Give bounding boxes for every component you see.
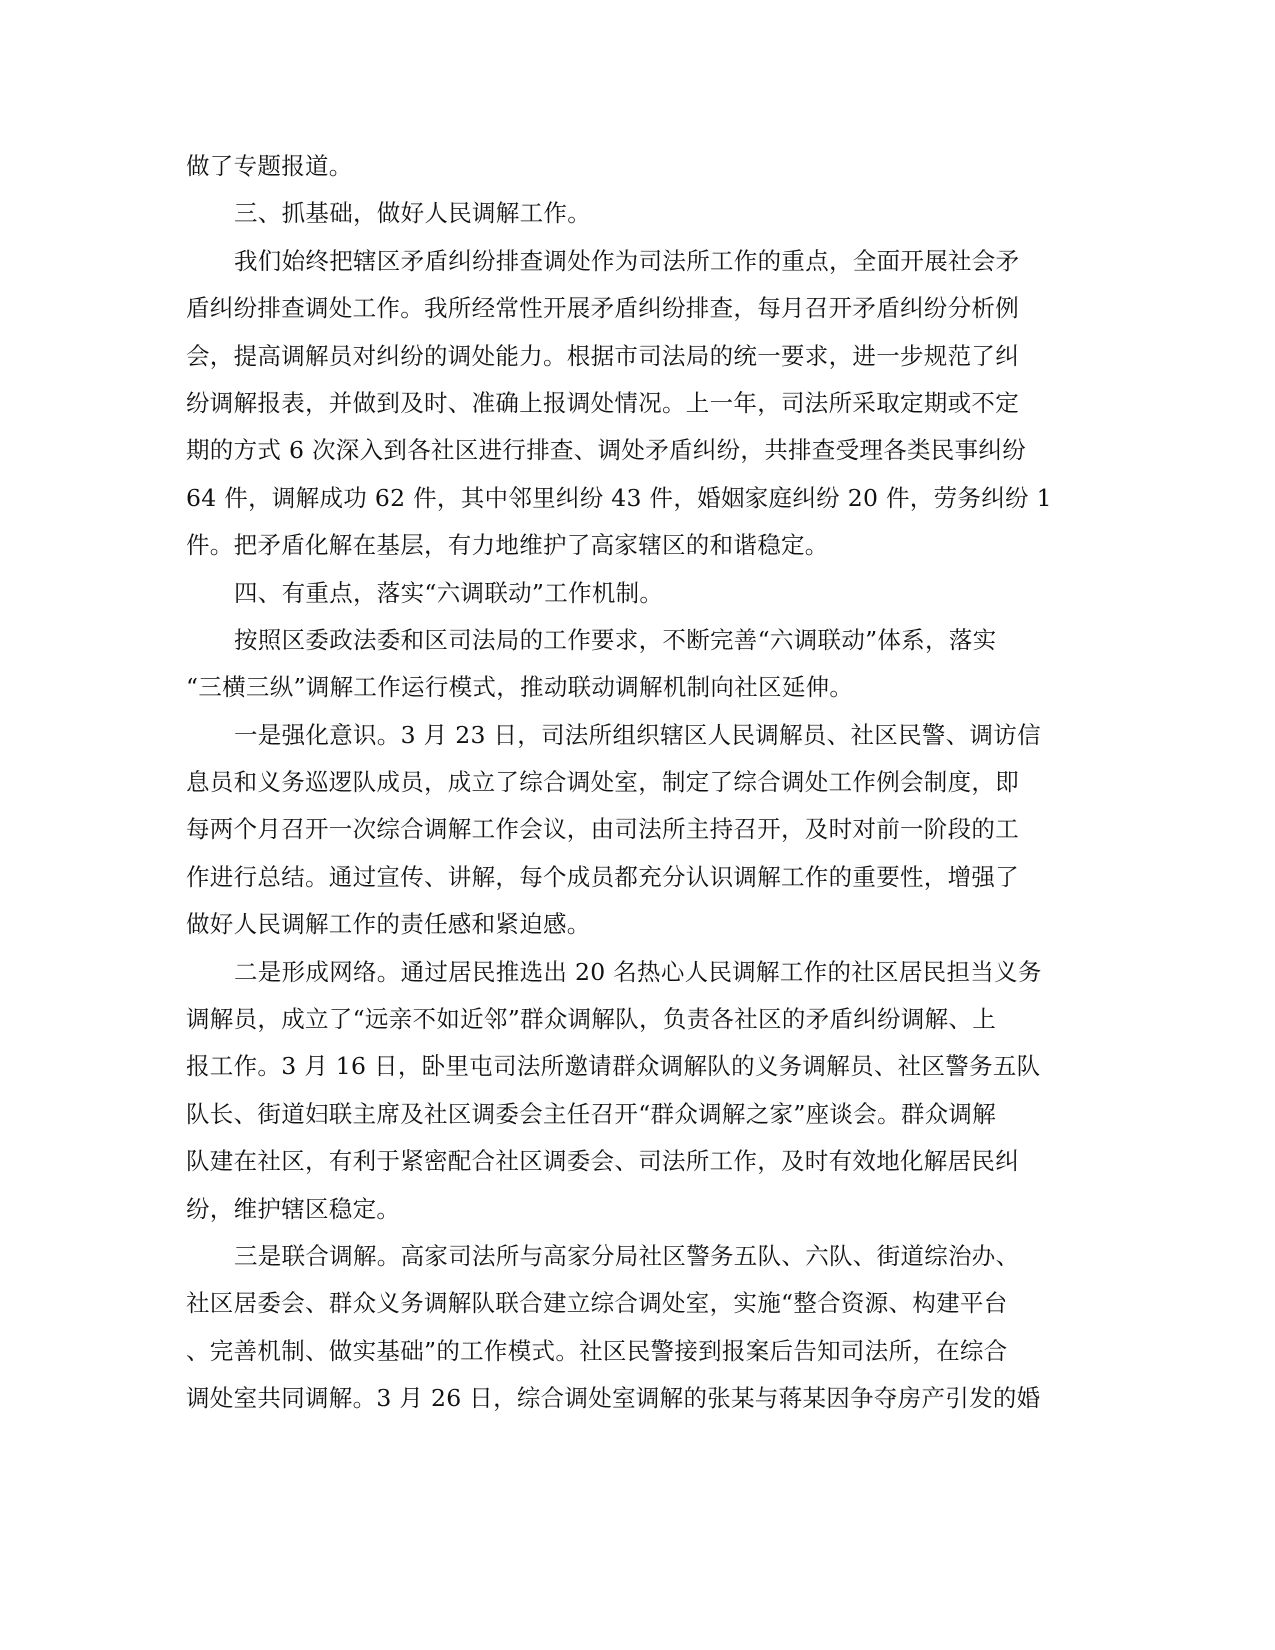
text-line: 息员和义务巡逻队成员，成立了综合调处室，制定了综合调处工作例会制度，即 [186, 768, 1019, 797]
text-line: 、完善机制、做实基础”的工作模式。社区民警接到报案后告知司法所，在综合 [186, 1336, 1008, 1365]
text-line: 纷调解报表，并做到及时、准确上报调处情况。上一年，司法所采取定期或不定 [186, 388, 1019, 417]
text-line: 盾纠纷排查调处工作。我所经常性开展矛盾纠纷排查，每月召开矛盾纠纷分析例 [186, 294, 1019, 323]
text-line: 社区居委会、群众义务调解队联合建立综合调处室，实施“整合资源、构建平台 [186, 1289, 1008, 1318]
text-line: 会，提高调解员对纠纷的调处能力。根据市司法局的统一要求，进一步规范了纠 [186, 341, 1019, 370]
text-line: “三横三纵”调解工作运行模式，推动联动调解机制向社区延伸。 [186, 673, 854, 702]
text-line: 队建在社区，有利于紧密配合社区调委会、司法所工作，及时有效地化解居民纠 [186, 1147, 1019, 1176]
text-line: 一是强化意识。3 月 23 日，司法所组织辖区人民调解员、社区民警、调访信 [234, 720, 1041, 749]
text-line: 四、有重点，落实“六调联动”工作机制。 [234, 578, 664, 607]
text-line: 三是联合调解。高家司法所与高家分局社区警务五队、六队、街道综治办、 [234, 1241, 1020, 1270]
text-line: 三、抓基础，做好人民调解工作。 [234, 199, 591, 228]
text-line: 做了专题报道。 [186, 152, 353, 180]
text-line: 件。把矛盾化解在基层，有力地维护了高家辖区的和谐稳定。 [186, 531, 829, 560]
text-line: 做好人民调解工作的责任感和紧迫感。 [186, 910, 591, 939]
text-line: 每两个月召开一次综合调解工作会议，由司法所主持召开，及时对前一阶段的工 [186, 815, 1019, 844]
text-line: 报工作。3 月 16 日，卧里屯司法所邀请群众调解队的义务调解员、社区警务五队 [186, 1052, 1041, 1081]
text-line: 纷，维护辖区稳定。 [186, 1194, 401, 1223]
text-line: 按照区委政法委和区司法局的工作要求，不断完善“六调联动”体系，落实 [234, 625, 997, 654]
text-line: 64 件，调解成功 62 件，其中邻里纠纷 43 件，婚姻家庭纠纷 20 件，劳务纠纷 1 [186, 483, 1052, 512]
text-line: 调处室共同调解。3 月 26 日，综合调处室调解的张某与蒋某因争夺房产引发的婚 [186, 1384, 1041, 1413]
text-line: 我们始终把辖区矛盾纠纷排查调处作为司法所工作的重点，全面开展社会矛 [234, 246, 1020, 275]
text-line: 队长、街道妇联主席及社区调委会主任召开“群众调解之家”座谈会。群众调解 [186, 1099, 997, 1128]
document-page [186, 143, 1072, 1423]
text-line: 调解员，成立了“远亲不如近邻”群众调解队，负责各社区的矛盾纠纷调解、上 [186, 1005, 997, 1034]
text-line: 二是形成网络。通过居民推选出 20 名热心人民调解工作的社区居民担当义务 [234, 957, 1042, 986]
text-line: 作进行总结。通过宣传、讲解，每个成员都充分认识调解工作的重要性，增强了 [186, 862, 1019, 891]
text-line: 期的方式 6 次深入到各社区进行排查、调处矛盾纠纷，共排查受理各类民事纠纷 [186, 436, 1026, 465]
